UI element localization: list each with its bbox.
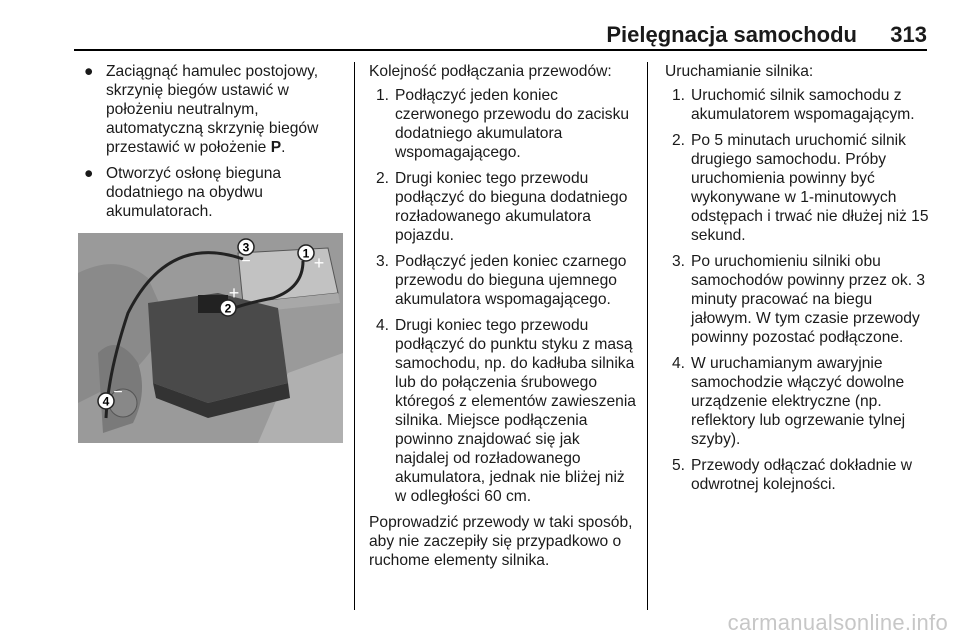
step-item: 5. Przewody odłączać dokładnie w odwrotnej kolejności. bbox=[672, 457, 913, 493]
bullet-dot-icon: ● bbox=[84, 165, 94, 182]
step-item: 4. W uruchamianym awaryjnie samochodzie włączyć dowolne urządzenie elektryczne (np. reflektory lub ogrzewanie tylnej szyby). bbox=[672, 355, 906, 448]
column-divider bbox=[647, 62, 648, 610]
bullet-list bbox=[78, 62, 346, 221]
minus-sign-4: − bbox=[113, 384, 123, 401]
jump-start-figure bbox=[78, 233, 343, 443]
step-item: 2. Po 5 minutach uruchomić silnik drugiego samochodu. Próby uruchomienia powinny być wykonywane w 1-minutowych odstępach i trwać nie dłużej niż 15 sekund. bbox=[672, 132, 929, 244]
gear-position-p: P bbox=[270, 139, 282, 156]
minus-sign-3: − bbox=[241, 253, 251, 270]
column-divider bbox=[354, 62, 355, 610]
page-header bbox=[74, 0, 927, 50]
step-item: 3. Po uruchomieniu silniki obu samochodów powinny przez ok. 3 minuty pracować na biegu jałowym. W tym czasie przewody powinny pozostać podłączone. bbox=[672, 253, 926, 346]
column-1 bbox=[78, 62, 346, 443]
engine-bay-illustration bbox=[78, 233, 343, 443]
cable-routing-note: Poprowadzić przewody w taki sposób, aby nie zaczepiły się przypadkowo o ruchome elementy silnika. bbox=[369, 514, 633, 569]
plus-sign-2: + bbox=[228, 283, 240, 303]
step-item: 1. Uruchomić silnik samochodu z akumulatorem wspomagającym. bbox=[672, 87, 915, 123]
page-number: 313 bbox=[890, 22, 927, 47]
bullet-text-end: . bbox=[281, 139, 286, 156]
bullet-text: Zaciągnąć hamulec postojowy, skrzynię biegów ustawić w położeniu neutralnym, automatyczną skrzynię biegów przestawić w położenie bbox=[106, 63, 319, 156]
step-item: 4. Drugi koniec tego przewodu podłączyć do punktu styku z masą samochodu, np. do kadłuba silnika lub do połączenia śrubowego któregoś z elementów zawieszenia silnika. Miejsce podłączenia powinno znajdować się jak najdalej od rozładowanego akumulatora, jednak nie bliżej niż w odległości 60 cm. bbox=[376, 317, 636, 505]
step-item: 1. Podłączyć jeden koniec czerwonego przewodu do zacisku dodatniego akumulatora wspomagającego. bbox=[376, 87, 630, 161]
step-item: 2. Drugi koniec tego przewodu podłączyć do bieguna dodatniego rozładowanego akumulatora pojazdu. bbox=[376, 170, 628, 244]
callout-4: 4 bbox=[102, 394, 110, 409]
start-steps bbox=[665, 86, 935, 494]
callout-2: 2 bbox=[224, 301, 232, 316]
bullet-text: Otworzyć osłonę bieguna dodatniego na obydwu akumulatorach. bbox=[106, 165, 282, 220]
column-2 bbox=[369, 62, 637, 576]
bullet-item bbox=[78, 62, 346, 157]
bullet-item bbox=[78, 164, 346, 221]
callout-3: 3 bbox=[242, 240, 250, 255]
engine-start-heading: Uruchamianie silnika: bbox=[665, 63, 814, 80]
page-title: Pielęgnacja samochodu bbox=[606, 22, 857, 47]
connection-order-heading: Kolejność podłączania przewodów: bbox=[369, 63, 612, 80]
connection-steps bbox=[369, 86, 637, 506]
bullet-dot-icon: ● bbox=[84, 63, 94, 80]
step-item: 3. Podłączyć jeden koniec czarnego przewodu do bieguna ujemnego akumulatora wspomagającego. bbox=[376, 253, 627, 308]
column-3 bbox=[665, 62, 935, 501]
watermark[interactable]: carmanualsonline.info bbox=[727, 610, 948, 635]
callout-1: 1 bbox=[302, 246, 310, 261]
header-rule bbox=[74, 49, 927, 51]
plus-sign-1: + bbox=[313, 253, 325, 273]
